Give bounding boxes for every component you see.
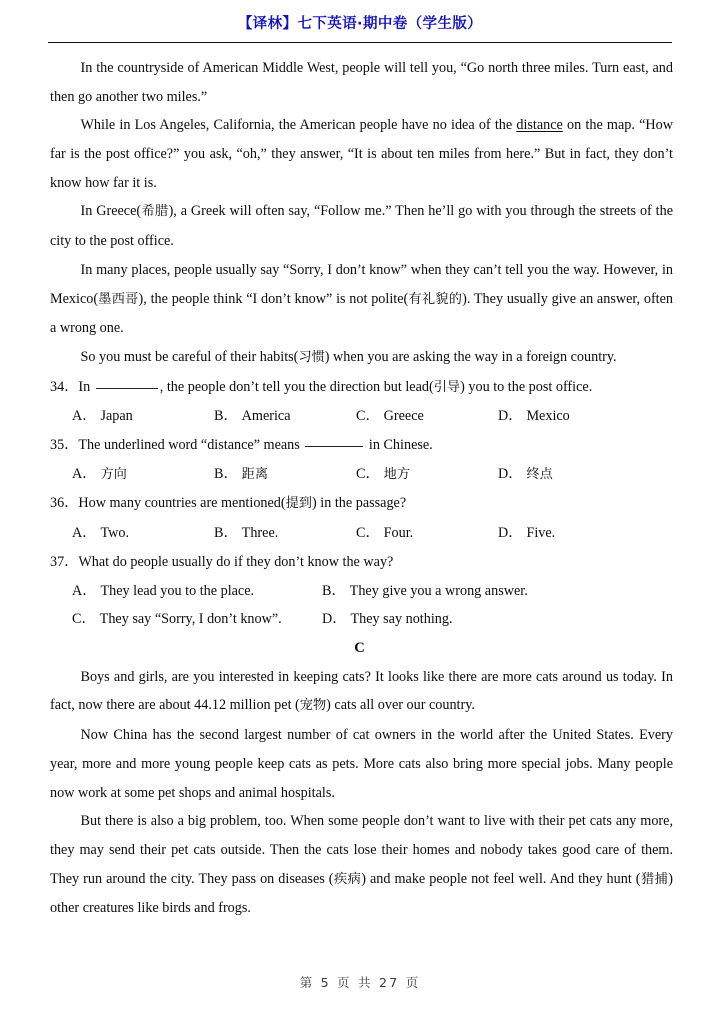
option-text: Three. bbox=[241, 525, 279, 542]
option-a[interactable] bbox=[72, 519, 214, 548]
option-label: A． bbox=[72, 525, 97, 542]
page-footer: 第 5 页 共 27 页 bbox=[299, 975, 421, 990]
option-text: 方向 bbox=[100, 466, 127, 482]
option-c[interactable] bbox=[72, 605, 322, 634]
option-label: A． bbox=[72, 582, 97, 599]
question-37 bbox=[50, 548, 673, 577]
question-number: 36． bbox=[50, 495, 79, 512]
option-d[interactable] bbox=[498, 519, 555, 548]
passage-paragraph bbox=[50, 197, 673, 255]
option-a[interactable] bbox=[72, 460, 214, 490]
header-divider bbox=[48, 42, 672, 43]
option-text: Five. bbox=[526, 525, 556, 542]
option-label: C． bbox=[356, 525, 380, 542]
question-36-options bbox=[50, 519, 673, 548]
option-label: D． bbox=[498, 525, 523, 542]
option-text: 终点 bbox=[526, 466, 553, 482]
option-label: B． bbox=[214, 525, 238, 542]
option-label: D． bbox=[498, 408, 523, 425]
chinese-gloss: 墨西哥 bbox=[98, 291, 139, 307]
question-stem: What do people usually do if they don’t know the way? bbox=[78, 553, 394, 570]
question-35 bbox=[50, 431, 673, 460]
question-stem: In bbox=[78, 378, 94, 395]
option-text: Four. bbox=[383, 525, 414, 542]
paragraph-text: In Greece( bbox=[80, 203, 142, 220]
option-label: C． bbox=[356, 408, 380, 425]
paragraph-text: ) cats all over our country. bbox=[326, 697, 475, 714]
question-35-options bbox=[50, 460, 673, 490]
option-a[interactable] bbox=[72, 577, 322, 606]
answer-blank[interactable] bbox=[96, 388, 158, 389]
option-label: D． bbox=[498, 465, 523, 482]
chinese-gloss: 引导 bbox=[433, 379, 461, 395]
option-label: A． bbox=[72, 465, 97, 482]
chinese-gloss: 猎捕 bbox=[640, 871, 669, 887]
option-label: C． bbox=[356, 465, 380, 482]
option-c[interactable] bbox=[356, 519, 498, 548]
option-c[interactable] bbox=[356, 402, 498, 431]
paragraph-text-after: on the map. “How far is the post office?” you ask, “oh,” they answer, “It is about ten miles from here.” But in fact, they don’t know how far it is. bbox=[50, 117, 673, 191]
option-text: 距离 bbox=[241, 466, 269, 482]
passage-paragraph bbox=[50, 111, 673, 197]
question-37-options-row1 bbox=[50, 577, 673, 606]
question-number: 37． bbox=[50, 553, 79, 570]
question-stem: ) in the passage? bbox=[312, 495, 407, 512]
option-text: Japan bbox=[100, 408, 133, 425]
option-d[interactable] bbox=[498, 402, 570, 431]
paragraph-text: In the countryside of American Middle West, people will tell you, “Go north three miles. Turn east, and then go another two miles.” bbox=[50, 59, 673, 105]
question-stem: , the people don’t tell you the direction but lead( bbox=[159, 378, 434, 395]
paragraph-text: But there is also a big problem, too. When some people don’t want to live with their pet cats any more, they may send their pet cats outside. Then the cats lose their homes and nobody takes good care of them. They run around the city. They pass on diseases ( bbox=[50, 813, 673, 887]
option-d[interactable] bbox=[322, 605, 572, 634]
option-text: They lead you to the place. bbox=[100, 582, 255, 599]
answer-blank[interactable] bbox=[305, 446, 363, 447]
option-a[interactable] bbox=[72, 402, 214, 431]
paragraph-text: In many places, people usually say “Sorry, I don’t know” when they can’t tell you the way. However, in Mexico( bbox=[50, 261, 673, 307]
question-36 bbox=[50, 489, 673, 519]
option-text: 地方 bbox=[383, 466, 411, 482]
option-text: Greece bbox=[383, 408, 424, 425]
chinese-gloss: 有礼貌的 bbox=[408, 291, 463, 307]
passage-paragraph bbox=[50, 807, 673, 923]
paragraph-text: ), a Greek will often say, “Follow me.” Then he’ll go with you through the streets of the city to the post office. bbox=[50, 203, 673, 250]
option-label: B． bbox=[214, 408, 238, 425]
option-text: Two. bbox=[100, 525, 129, 542]
paragraph-text: So you must be careful of their habits( bbox=[80, 348, 299, 365]
passage-paragraph bbox=[50, 663, 673, 721]
paragraph-text: ) other creatures like birds and frogs. bbox=[50, 870, 674, 917]
question-stem: ) you to the post office. bbox=[460, 378, 593, 395]
option-label: D． bbox=[322, 611, 347, 628]
question-stem: The underlined word “distance” means bbox=[78, 437, 304, 454]
paragraph-text: ). They usually give an answer, often a wrong one. bbox=[50, 290, 674, 337]
option-b[interactable] bbox=[214, 519, 356, 548]
document-body bbox=[0, 54, 720, 923]
chinese-gloss: 希腊 bbox=[141, 204, 169, 220]
passage-paragraph bbox=[50, 343, 673, 373]
option-text: America bbox=[241, 408, 291, 425]
section-letter-c: C bbox=[354, 640, 365, 656]
document-header-title: 【译林】七下英语·期中卷（学生版） bbox=[237, 16, 483, 32]
paragraph-text: Now China has the second largest number of cat owners in the world after the United States. Every year, more and more young people keep cats as pets. More cats also bring more special jobs. Many people now work at some pet shops and animal hospitals. bbox=[50, 727, 673, 801]
paragraph-text-before: While in Los Angeles, California, the American people have no idea of the bbox=[80, 117, 517, 134]
question-37-options-row2 bbox=[50, 605, 673, 634]
question-34 bbox=[50, 373, 673, 403]
chinese-gloss: 疾病 bbox=[333, 871, 362, 887]
passage-paragraph bbox=[50, 54, 673, 111]
underlined-word-distance: distance bbox=[516, 117, 563, 134]
passage-paragraph bbox=[50, 721, 673, 807]
question-number: 34． bbox=[50, 378, 79, 395]
option-b[interactable] bbox=[322, 577, 528, 606]
option-label: A． bbox=[72, 408, 97, 425]
chinese-gloss: 宠物 bbox=[299, 698, 327, 714]
question-stem: in Chinese. bbox=[365, 437, 433, 454]
passage-paragraph bbox=[50, 256, 673, 343]
option-label: B． bbox=[322, 582, 346, 599]
option-label: B． bbox=[214, 465, 238, 482]
option-text: They give you a wrong answer. bbox=[349, 582, 528, 599]
option-c[interactable] bbox=[356, 460, 498, 490]
option-b[interactable] bbox=[214, 460, 356, 490]
paragraph-text: ), the people think “I don’t know” is not polite( bbox=[138, 290, 409, 307]
chinese-gloss: 提到 bbox=[285, 496, 312, 512]
paragraph-text: ) and make people not feel well. And they hunt ( bbox=[361, 870, 641, 887]
option-d[interactable] bbox=[498, 460, 553, 490]
option-text: They say “Sorry, I don’t know”. bbox=[99, 611, 282, 628]
paragraph-text: Boys and girls, are you interested in keeping cats? It looks like there are more cats around us today. In fact, now there are about 44.12 million pet ( bbox=[50, 668, 673, 714]
option-text: They say nothing. bbox=[350, 611, 453, 628]
question-34-options bbox=[50, 402, 673, 431]
option-label: C． bbox=[72, 611, 96, 628]
option-b[interactable] bbox=[214, 402, 356, 431]
paragraph-text: ) when you are asking the way in a foreign country. bbox=[324, 348, 617, 365]
option-text: Mexico bbox=[526, 408, 570, 425]
question-number: 35． bbox=[50, 437, 79, 454]
question-stem: How many countries are mentioned( bbox=[78, 495, 286, 512]
chinese-gloss: 习惯 bbox=[298, 349, 325, 365]
